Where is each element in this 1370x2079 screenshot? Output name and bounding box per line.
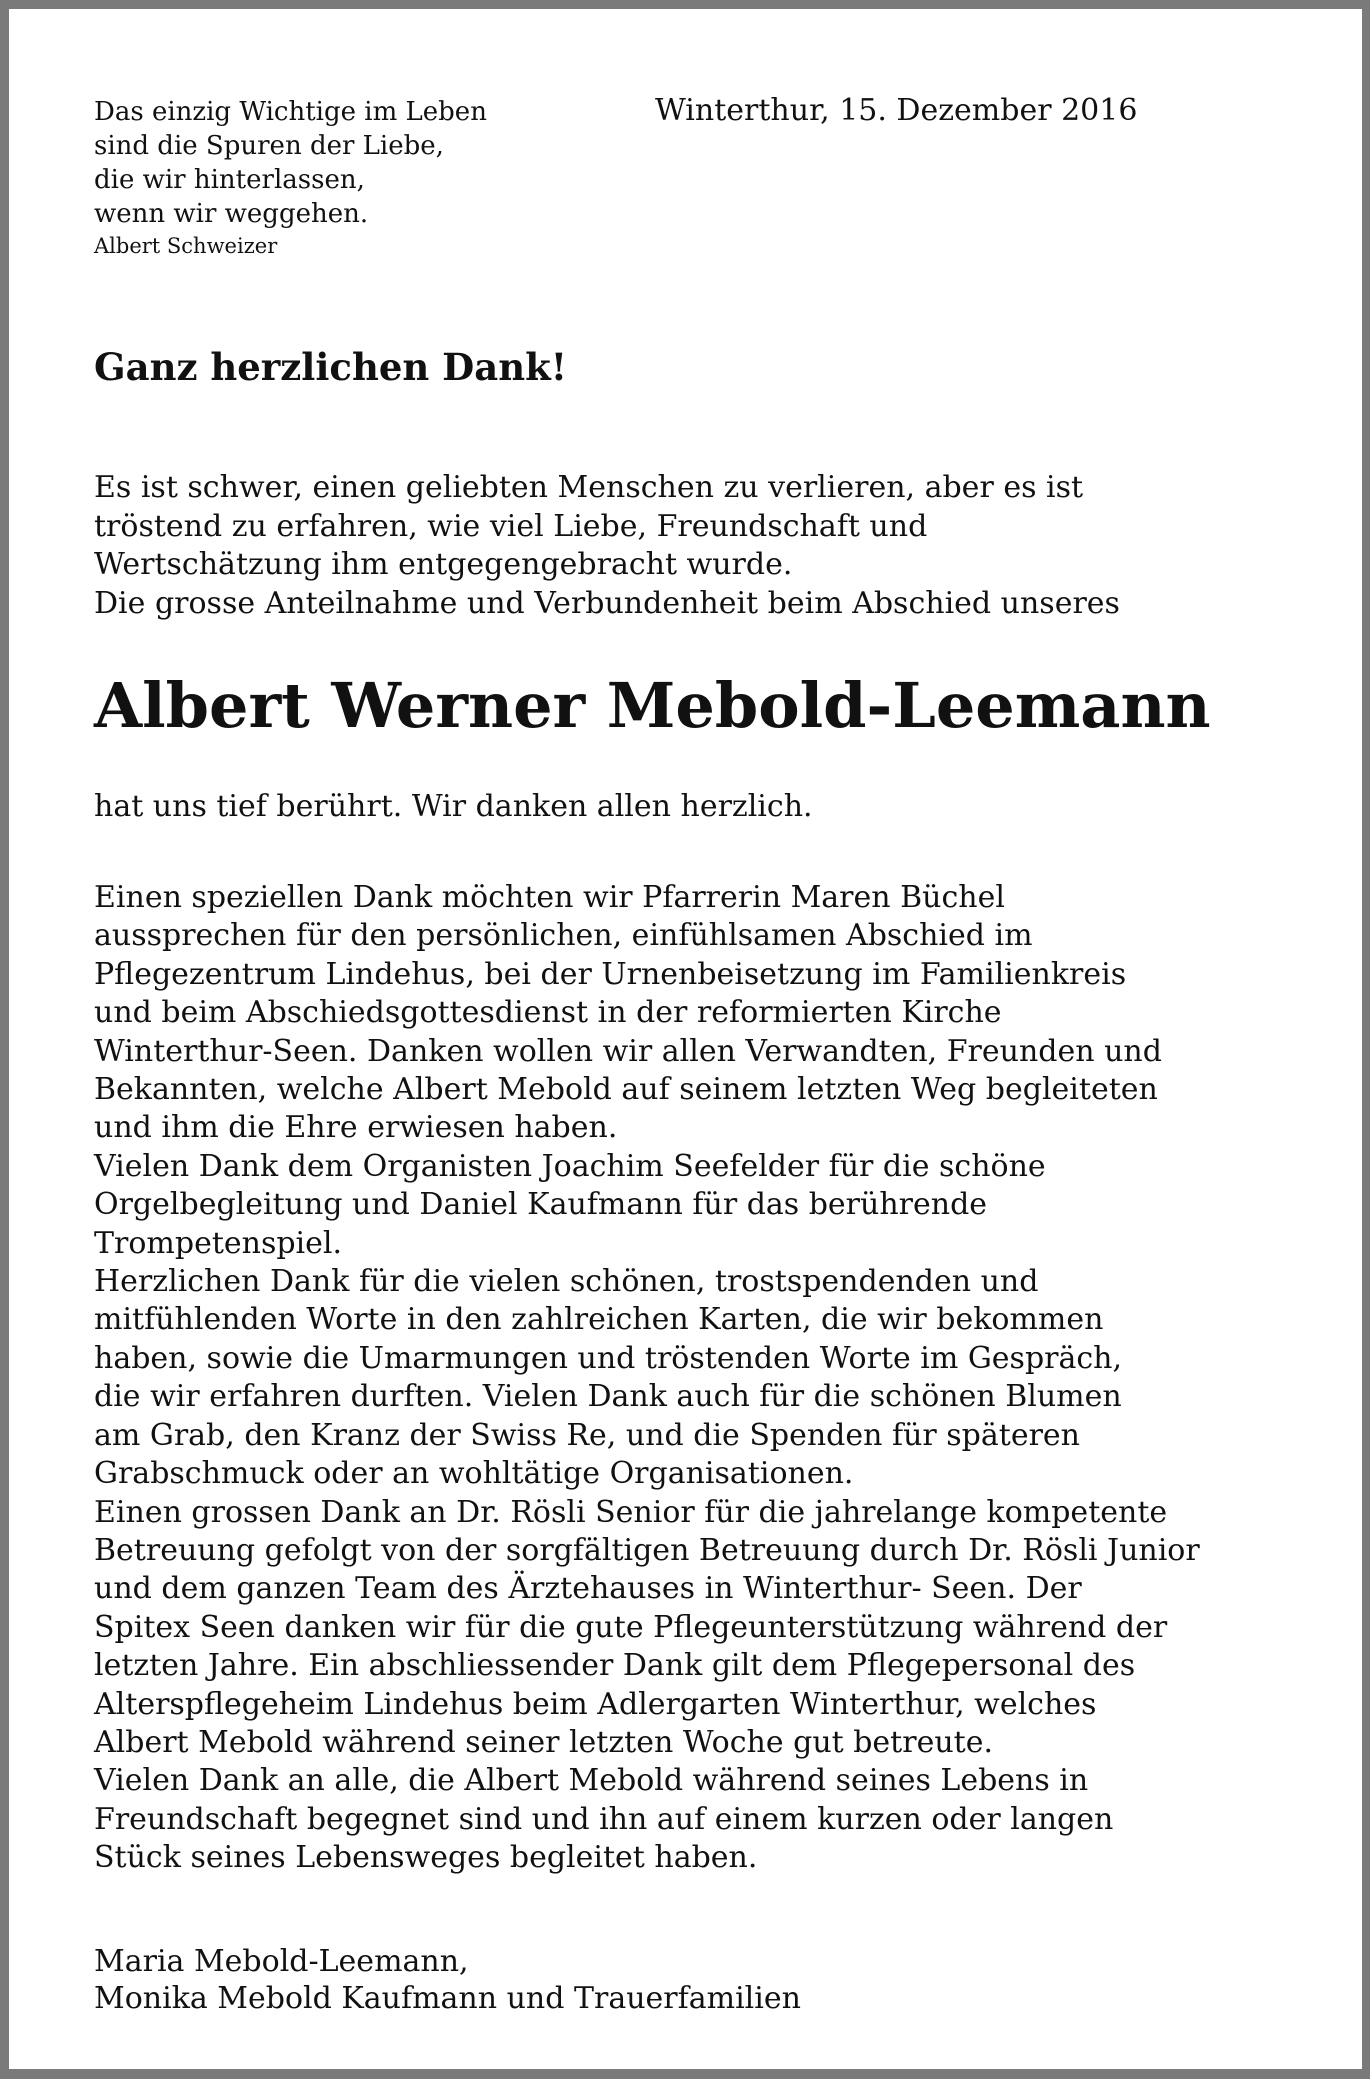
text-line: Grabschmuck oder an wohltätige Organisationen. (94, 1456, 854, 1492)
text-line: und dem ganzen Team des Ärztehauses in Winterthur- Seen. Der (94, 1571, 1082, 1607)
text-line: Die grosse Anteilnahme und Verbundenheit beim Abschied unseres (94, 585, 1120, 621)
text-line: Vielen Dank an alle, die Albert Mebold während seines Lebens in (94, 1763, 1089, 1799)
text-line: Freundschaft begegnet sind und ihn auf einem kurzen oder langen (94, 1801, 1114, 1837)
text-line: Spitex Seen danken wir für die gute Pflegeunterstützung während der (94, 1609, 1168, 1645)
text-line: Herzlichen Dank für die vielen schönen, trostspendenden und (94, 1264, 1039, 1300)
text-line: Alterspflegeheim Lindehus beim Adlergarten Winterthur, welches (94, 1686, 1097, 1722)
text-line: Bekannten, welche Albert Mebold auf seinem letzten Weg begleiteten (94, 1072, 1158, 1108)
document-page (9, 9, 1362, 2069)
text-line: Orgelbegleitung und Daniel Kaufmann für das berührende (94, 1187, 988, 1223)
quote-line: sind die Spuren der Liebe, (94, 131, 444, 161)
text-line: Trompetenspiel. (94, 1225, 343, 1261)
text-line: die wir erfahren durften. Vielen Dank auch für die schönen Blumen (94, 1379, 1122, 1415)
quote-author: Albert Schweizer (94, 234, 278, 258)
deceased-name: Albert Werner Mebold-Leemann (94, 669, 1211, 742)
signature-line: Monika Mebold Kaufmann und Trauerfamilien (94, 1981, 801, 2016)
text-line: tröstend zu erfahren, wie viel Liebe, Freundschaft und (94, 508, 928, 544)
text-line: Wertschätzung ihm entgegengebracht wurde. (94, 547, 793, 582)
text-line: am Grab, den Kranz der Swiss Re, und die Spenden für späteren (94, 1417, 1080, 1453)
heading: Ganz herzlichen Dank! (94, 345, 568, 389)
text-line: Pflegezentrum Lindehus, bei der Urnenbeisetzung im Familienkreis (94, 956, 1127, 992)
text-line: und ihm die Ehre erwiesen haben. (94, 1110, 618, 1146)
text-line: Vielen Dank dem Organisten Joachim Seefelder für die schöne (94, 1148, 1046, 1184)
quote-line: Das einzig Wichtige im Leben (94, 97, 487, 127)
text-line: Betreuung gefolgt von der sorgfältigen Betreuung durch Dr. Rösli Junior (94, 1532, 1200, 1568)
text-line: Einen speziellen Dank möchten wir Pfarrerin Maren Büchel (94, 880, 1005, 915)
text-line: Stück seines Lebensweges begleitet haben. (94, 1840, 758, 1876)
signature-line: Maria Mebold-Leemann, (94, 1944, 469, 1979)
text-line: mitfühlenden Worte in den zahlreichen Karten, die wir bekommen (94, 1302, 1104, 1338)
quote-line: die wir hinterlassen, (94, 165, 365, 195)
text-line: letzten Jahre. Ein abschliessender Dank gilt dem Pflegepersonal des (94, 1648, 1136, 1684)
thanks-paragraph (94, 879, 1200, 1878)
text-line: Einen grossen Dank an Dr. Rösli Senior für die jahrelange kompetente (94, 1494, 1168, 1530)
text-line: Albert Mebold während seiner letzten Woche gut betreute. (94, 1724, 994, 1760)
text-line: aussprechen für den persönlichen, einfühlsamen Abschied im (94, 918, 1033, 954)
signature (94, 1943, 801, 2017)
intro-paragraph (94, 469, 1120, 623)
place-date: Winterthur, 15. Dezember 2016 (655, 93, 1138, 128)
touched-line: hat uns tief berührt. Wir danken allen herzlich. (94, 789, 813, 824)
text-line: und beim Abschiedsgottesdienst in der reformierten Kirche (94, 995, 1002, 1031)
quote-line: wenn wir weggehen. (94, 199, 369, 229)
text-line: Winterthur-Seen. Danken wollen wir allen Verwandten, Freunden und (94, 1033, 1162, 1069)
epigraph-quote (94, 95, 487, 261)
text-line: haben, sowie die Umarmungen und tröstenden Worte im Gespräch, (94, 1340, 1123, 1376)
text-line: Es ist schwer, einen geliebten Menschen zu verlieren, aber es ist (94, 470, 1084, 505)
